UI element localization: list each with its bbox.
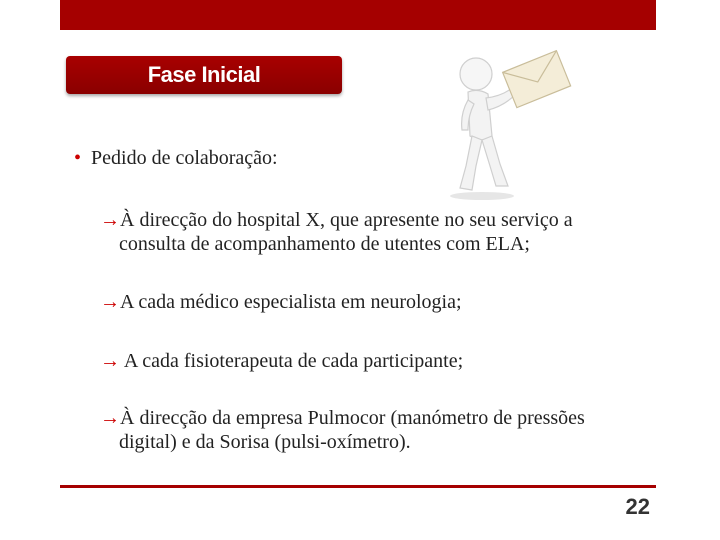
arrow-icon: →: [100, 350, 120, 372]
title-banner: [66, 56, 342, 94]
list-item: [100, 406, 648, 454]
bullet-text: Pedido de colaboração:: [91, 147, 278, 169]
bullet-dot-icon: •: [74, 147, 82, 169]
arrow-icon: →: [100, 209, 120, 231]
slide-title: Fase Inicial: [147, 62, 261, 87]
top-accent-bar: [60, 0, 656, 30]
arrow-icon: →: [100, 291, 120, 313]
arrow-icon: →: [100, 407, 120, 429]
page-number: 22: [625, 494, 650, 519]
item-text-continuation: digital) e da Sorisa (pulsi-oxímetro).: [119, 431, 411, 453]
item-text-continuation: consulta de acompanhamento de utentes com ELA;: [119, 233, 530, 255]
item-text: À direcção da empresa Pulmocor (manómetro de pressões: [120, 407, 585, 429]
list-item: [100, 208, 648, 256]
person-with-envelope-illustration: [412, 36, 612, 201]
item-text: A cada médico especialista em neurologia;: [120, 291, 462, 313]
bottom-divider: [60, 485, 656, 488]
item-text: À direcção do hospital X, que apresente no seu serviço a: [120, 209, 573, 231]
list-item: [100, 349, 648, 373]
list-item: [100, 290, 648, 314]
item-text: A cada fisioterapeuta de cada participante;: [120, 350, 464, 372]
bullet-heading: [74, 147, 278, 170]
